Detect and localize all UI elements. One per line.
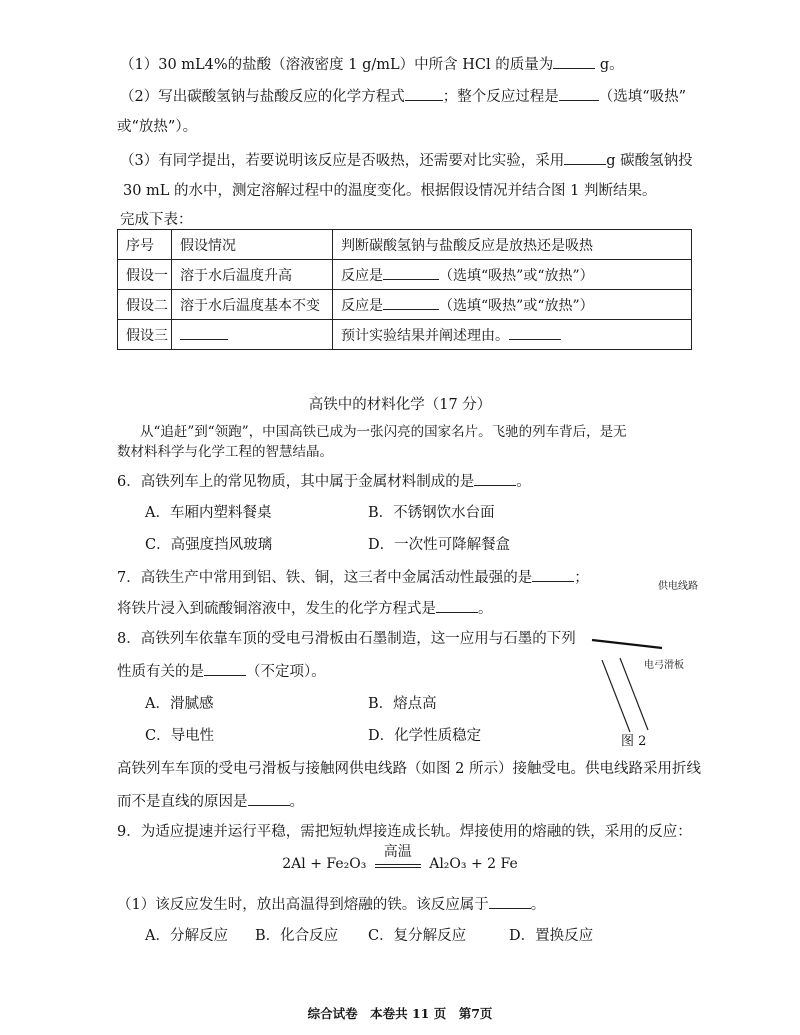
q6-stem: 6．高铁列车上的常见物质，其中属于金属材料制成的是 。 [117, 471, 531, 492]
q8-option-a[interactable]: A．滑腻感 [145, 696, 214, 712]
section-intro-line2: 数材料科学与化学工程的智慧结晶。 [117, 444, 333, 460]
row-judge: 预计实验结果并阐述理由。 [333, 320, 692, 350]
q6-option-a[interactable]: A．车厢内塑料餐桌 [145, 505, 272, 521]
figure2-diagram [590, 638, 700, 738]
page-footer: 综合试卷 本卷共 11 页 第7页 [307, 1006, 493, 1021]
row-case: 溶于水后温度基本不变 [172, 290, 333, 320]
answer-blank[interactable] [383, 265, 439, 280]
answer-blank[interactable] [553, 54, 595, 69]
q8-line2: 性质有关的是 （不定项）。 [117, 661, 326, 682]
q6-option-b[interactable]: B．不锈钢饮水台面 [368, 505, 495, 521]
q6-option-c[interactable]: C．高强度挡风玻璃 [145, 537, 273, 553]
q5-part1: （1）30 mL4%的盐酸（溶液密度 1 g/mL）中所含 HCl 的质量为 g。 [120, 54, 624, 75]
figure2-label-power-line: 供电线路 [658, 581, 698, 592]
q5-part2: （2）写出碳酸氢钠与盐酸反应的化学方程式 ；整个反应过程是 （选填“吸热” [120, 86, 686, 107]
q9-option-a[interactable]: A．分解反应 [145, 928, 228, 944]
row-judge: 反应是 （选填“吸热”或“放热”） [333, 260, 692, 290]
q7-stem: 7．高铁生产中常用到铝、铁、铜，这三者中金属活动性最强的是 ； [117, 567, 589, 588]
q8-para2: 而不是直线的原因是 。 [117, 791, 304, 812]
section-title: 高铁中的材料化学（17 分） [308, 397, 492, 413]
hypothesis-table [117, 229, 692, 350]
row-number: 假设二 [118, 290, 172, 320]
answer-blank[interactable] [248, 791, 290, 806]
q9-part1: （1）该反应发生时，放出高温得到熔融的铁。该反应属于 。 [117, 894, 545, 915]
answer-blank[interactable] [180, 325, 228, 340]
figure2-caption: 图 2 [621, 734, 647, 749]
table-row [118, 290, 692, 320]
row-number: 假设三 [118, 320, 172, 350]
q5-part2-line2: 或“放热”）。 [117, 119, 198, 135]
q9-option-b[interactable]: B．化合反应 [255, 928, 339, 944]
table-header-row [118, 230, 692, 260]
answer-blank[interactable] [204, 661, 246, 676]
q9-option-d[interactable]: D．置换反应 [509, 928, 594, 944]
q7-line2: 将铁片浸入到硫酸铜溶液中，发生的化学方程式是 。 [117, 598, 493, 619]
q8-stem: 8．高铁列车依靠车顶的受电弓滑板由石墨制造，这一应用与石墨的下列 [117, 631, 576, 647]
q5-part3: （3）有同学提出，若要说明该反应是否吸热，还需要对比实验，采用 g 碳酸氢钠投 [120, 150, 693, 171]
answer-blank[interactable] [383, 295, 439, 310]
q6-option-d[interactable]: D．一次性可降解餐盒 [368, 537, 511, 553]
answer-blank[interactable] [436, 598, 478, 613]
answer-blank[interactable] [532, 567, 574, 582]
figure2-label-pantograph: 电弓滑板 [644, 660, 684, 671]
table-row [118, 320, 692, 350]
q8-option-d[interactable]: D．化学性质稳定 [368, 728, 482, 744]
chemical-equation: 2Al + Fe₂O₃ 高温 Al₂O₃ + 2 Fe [282, 844, 518, 872]
section-intro-line1: 从“追赶”到“领跑”，中国高铁已成为一张闪亮的国家名片。飞驰的列车背后，是无 [140, 424, 627, 440]
row-number: 假设一 [118, 260, 172, 290]
power-line [592, 640, 662, 648]
q9-option-c[interactable]: C．复分解反应 [368, 928, 467, 944]
row-judge: 反应是 （选填“吸热”或“放热”） [333, 290, 692, 320]
pantograph-arm [602, 660, 630, 732]
table-header: 假设情况 [172, 230, 333, 260]
answer-blank[interactable] [564, 150, 606, 165]
q5-part3-line2: 30 mL 的水中，测定溶解过程中的温度变化。根据假设情况并结合图 1 判断结果。 [123, 183, 657, 199]
q8-para1: 高铁列车车顶的受电弓滑板与接触网供电线路（如图 2 所示）接触受电。供电线路采用折线 [117, 761, 701, 777]
table-header: 序号 [118, 230, 172, 260]
row-case [172, 320, 333, 350]
q9-stem: 9．为适应提速并运行平稳，需把短轨焊接连成长轨。焊接使用的熔融的铁，采用的反应： [117, 824, 692, 840]
answer-blank[interactable] [509, 325, 561, 340]
answer-blank[interactable] [489, 894, 531, 909]
table-header: 判断碳酸氢钠与盐酸反应是放热还是吸热 [333, 230, 692, 260]
table-row [118, 260, 692, 290]
q8-option-b[interactable]: B．熔点高 [368, 696, 437, 712]
reaction-condition: 高温 [375, 856, 421, 868]
table-intro: 完成下表： [120, 212, 193, 228]
answer-blank[interactable] [559, 86, 599, 101]
answer-blank[interactable] [405, 86, 443, 101]
q8-option-c[interactable]: C．导电性 [145, 728, 215, 744]
answer-blank[interactable] [474, 471, 516, 486]
row-case: 溶于水后温度升高 [172, 260, 333, 290]
